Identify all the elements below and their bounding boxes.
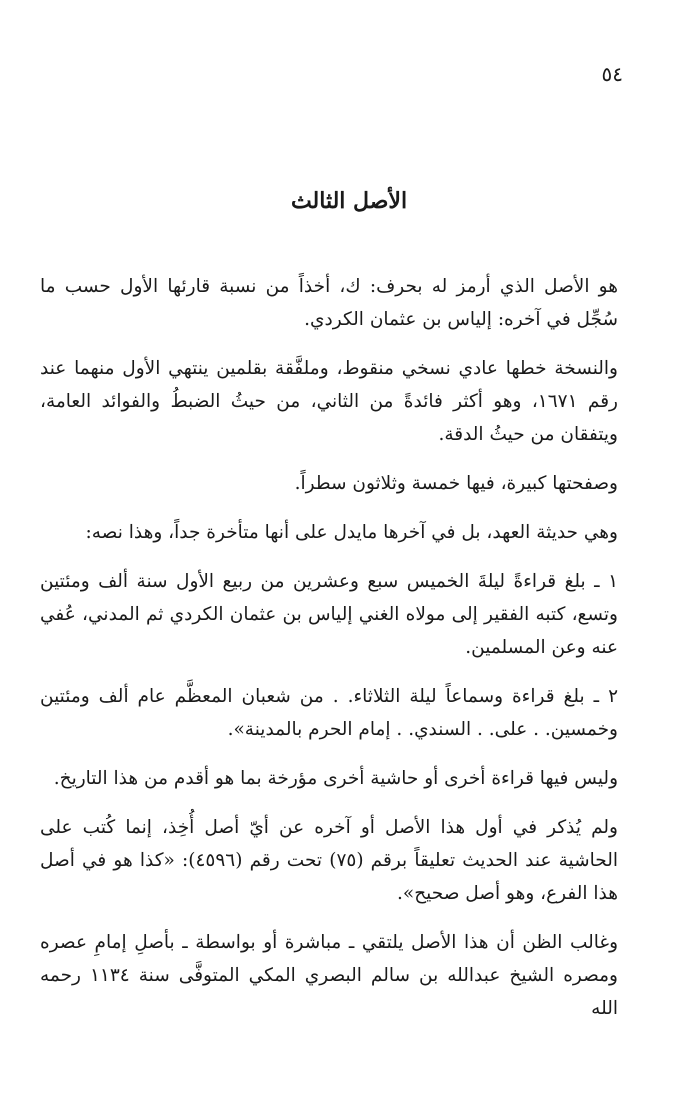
paragraph-5: ١ ـ بلغ قراءةً ليلةَ الخميس سبع وعشرين من ربيع الأول سنة ألف ومئتين وتسع، كتبه الفقير إلى مولاه الغني إلياس بن عثمان الكردي ثم المدني، عُفي عنه وعن المسلمين. — [40, 571, 618, 658]
paragraph-7: وليس فيها قراءة أخرى أو حاشية أخرى مؤرخة بما هو أقدم من هذا التاريخ. — [53, 768, 618, 789]
page-number: ٥٤ — [601, 62, 623, 86]
paragraph-1: هو الأصل الذي أرمز له بحرف: ك، أخذاً من نسبة قارئها الأول حسب ما سُجِّل في آخره: إلياس بن عثمان الكردي. — [40, 276, 618, 330]
paragraph-3: وصفحتها كبيرة، فيها خمسة وثلاثون سطراً. — [294, 473, 618, 494]
paragraph-9: وغالب الظن أن هذا الأصل يلتقي ـ مباشرة أو بواسطة ـ بأصلِ إمامِ عصره ومصره الشيخ عبدالله بن سالم البصري المكي المتوفَّى سنة ١١٣٤ رحمه الله — [40, 932, 618, 1019]
paragraph-2: والنسخة خطها عادي نسخي منقوط، وملفَّقة بقلمين ينتهي الأول منهما عند رقم ١٦٧١، وهو أكثر فائدةً من الثاني، من حيثُ الضبطُ والفوائد العامة، ويتفقان من حيثُ الدقة. — [40, 358, 618, 445]
paragraph-6: ٢ ـ بلغ قراءة وسماعاً ليلة الثلاثاء. . من شعبان المعظَّم عام ألف ومئتين وخمسين. . على. . السندي. . إمام الحرم بالمدينة». — [40, 686, 618, 740]
paragraph-4: وهي حديثة العهد، بل في آخرها مايدل على أنها متأخرة جداً، وهذا نصه: — [85, 522, 618, 543]
paragraph-8: ولم يُذكر في أول هذا الأصل أو آخره عن أيّ أصل أُخِذ، إنما كُتب على الحاشية عند الحديث تعليقاً برقم (٧٥) تحت رقم (٤٥٩٦): «كذا هو في أصل هذا الفرع، وهو أصل صحيح». — [40, 817, 618, 904]
body-text — [40, 270, 618, 1041]
section-heading: الأصل الثالث — [290, 188, 408, 214]
